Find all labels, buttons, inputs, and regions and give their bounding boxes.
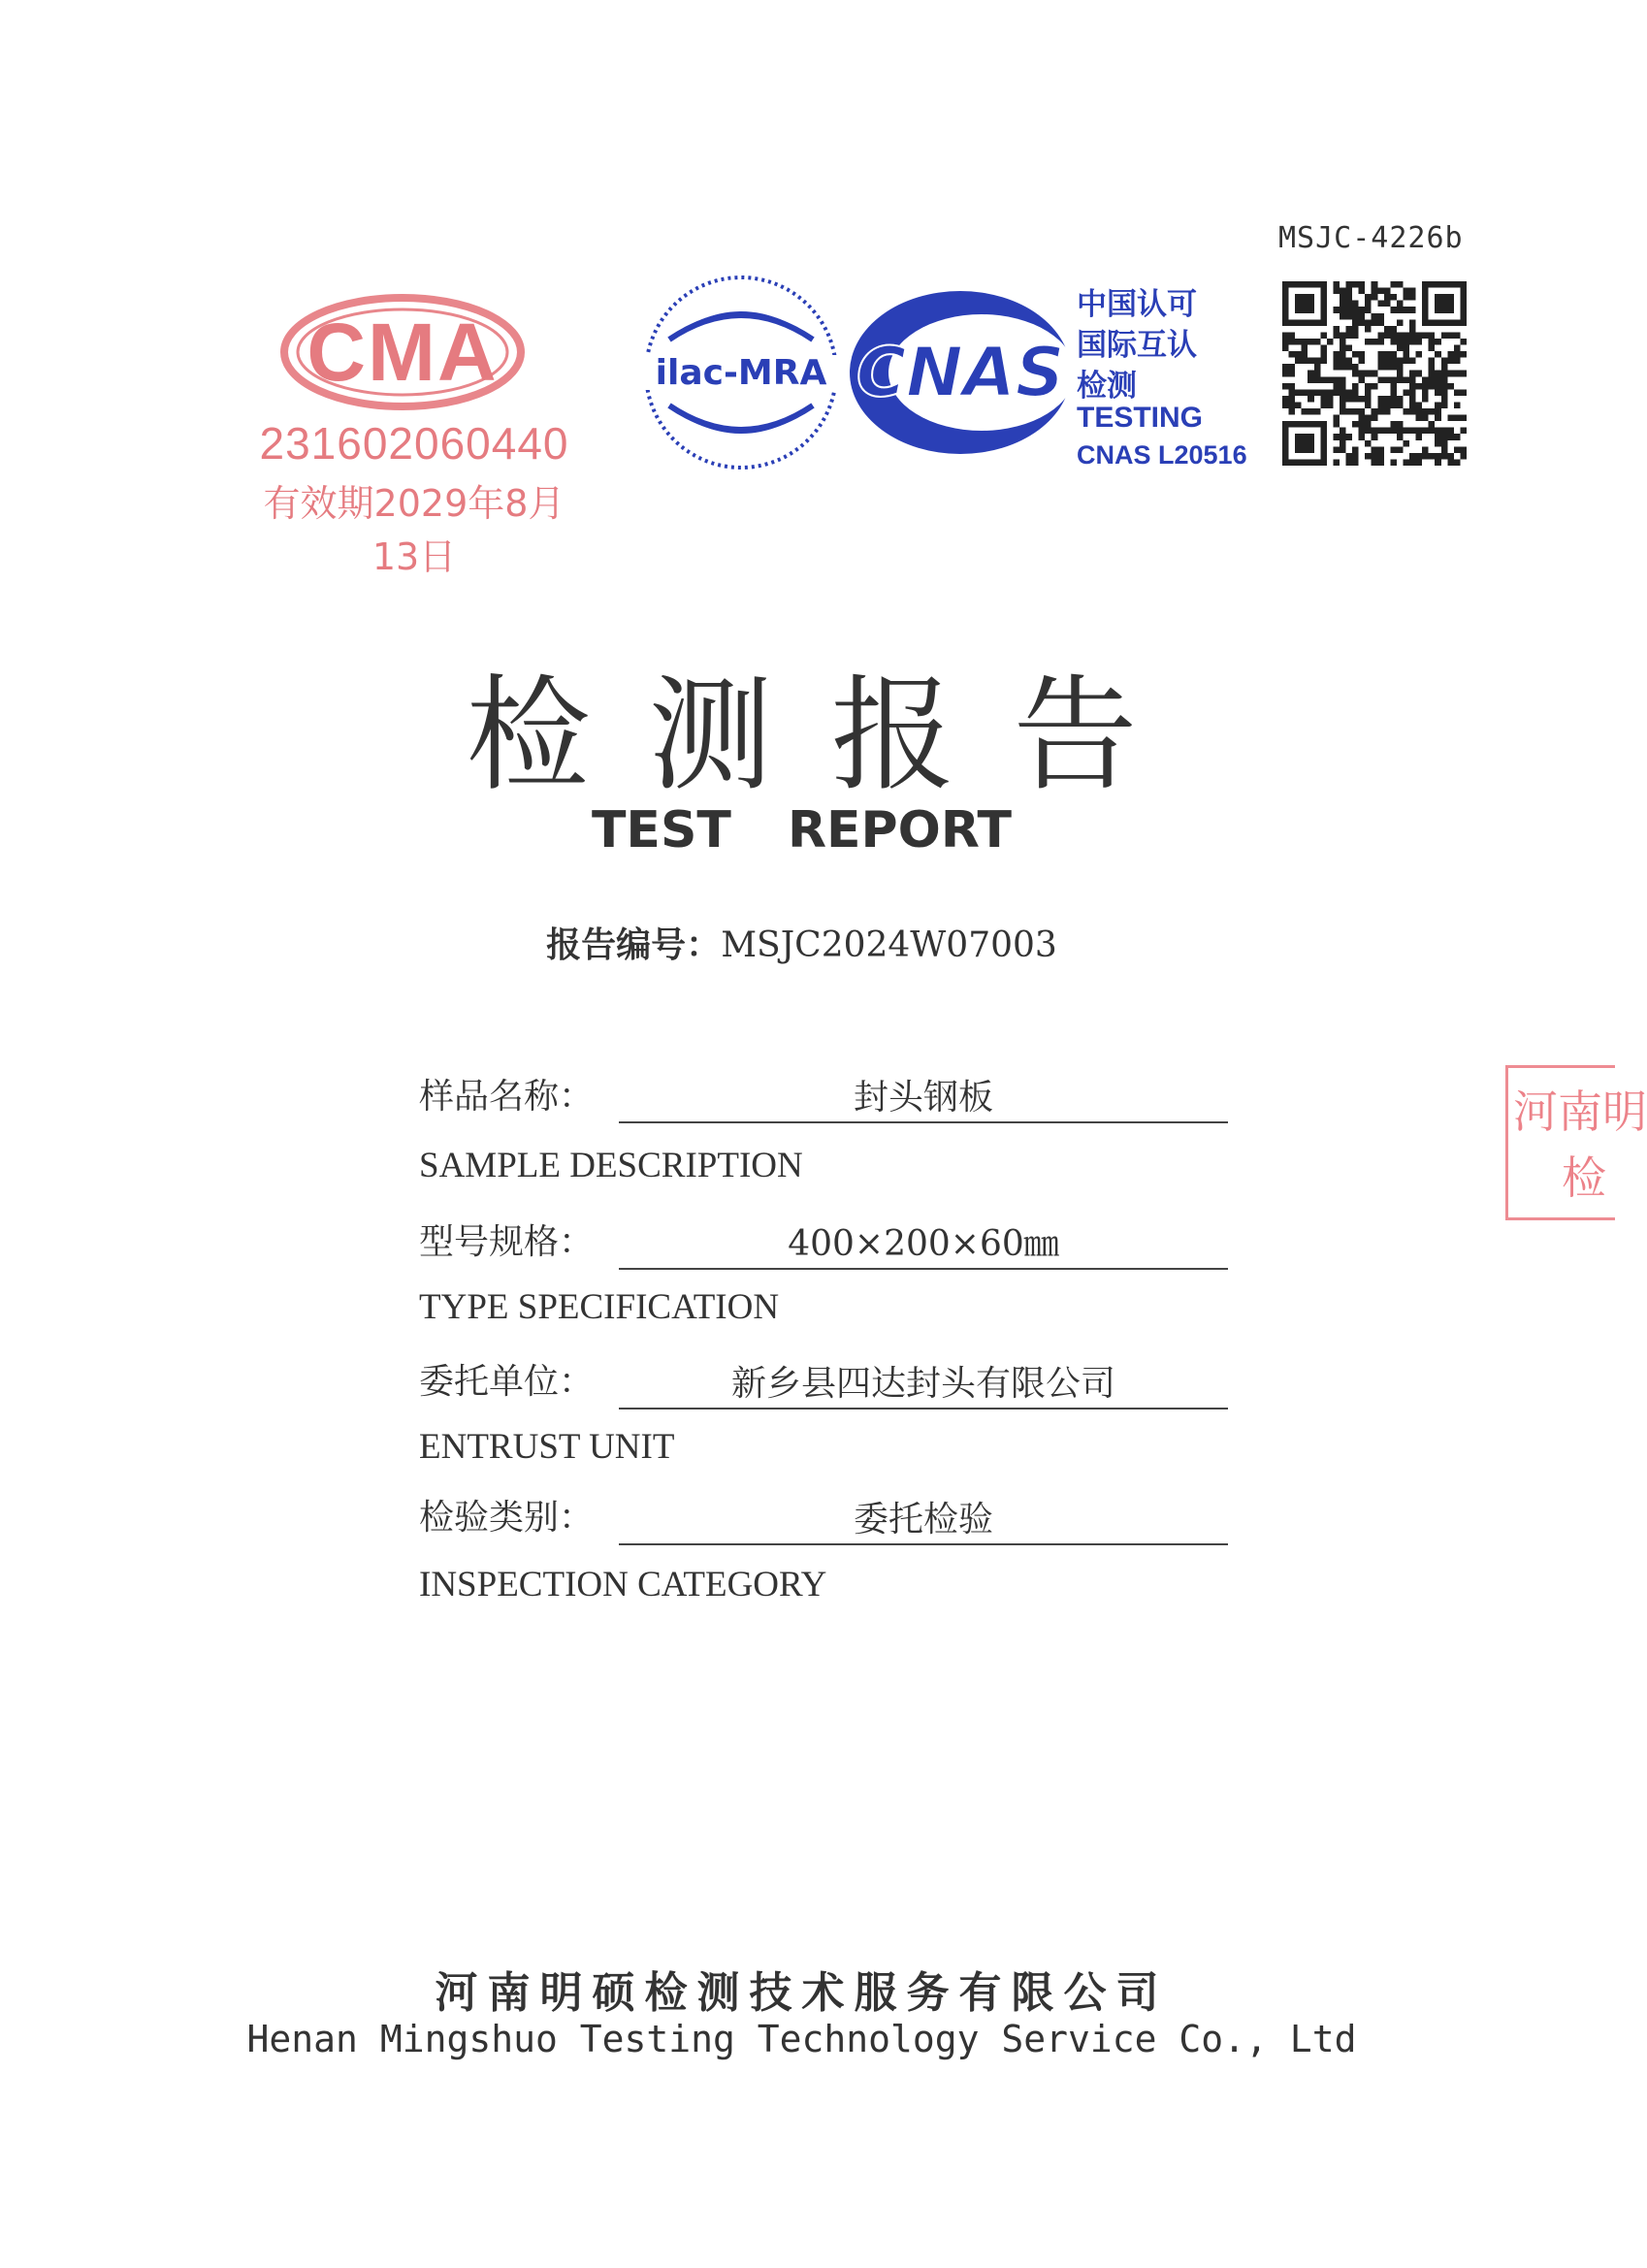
- report-title-en: TEST REPORT: [591, 801, 1013, 859]
- cma-stamp-logo: [279, 293, 526, 411]
- inspection-category-label-cn: 检验类别：: [419, 1498, 595, 1538]
- ilac-mra-logo: [640, 272, 842, 473]
- type-specification-label: TYPE SPECIFICATION: [419, 1287, 780, 1327]
- entrust-unit-label-cn: 委托单位：: [419, 1362, 595, 1402]
- type-spec-label: 型号规格：: [419, 1222, 595, 1262]
- edge-seal-text-1: 河南明: [1513, 1085, 1647, 1138]
- entrust-unit-label: ENTRUST UNIT: [419, 1427, 675, 1467]
- type-spec-value: 400×200×60㎜: [619, 1216, 1228, 1270]
- svg-text:CMA: CMA: [307, 307, 499, 398]
- cma-number: 231602060440: [259, 418, 569, 469]
- cnas-line-3: 检测: [1077, 369, 1137, 404]
- cnas-logo: [846, 287, 1075, 458]
- report-number-value: MSJC2024W07003: [721, 925, 1057, 965]
- cnas-line-2: 国际互认: [1077, 328, 1197, 363]
- cma-validity: 有效期2029年8月13日: [263, 482, 565, 578]
- cnas-line-5: CNAS L20516: [1077, 440, 1247, 470]
- sample-name-value: 封头钢板: [619, 1070, 1228, 1123]
- company-name-cn: 河南明硕检测技术服务有限公司: [435, 1968, 1169, 2018]
- sample-name-label: 样品名称：: [419, 1077, 595, 1117]
- form-code: MSJC-4226b: [1278, 221, 1464, 255]
- edge-seal-text-2: 检: [1562, 1151, 1606, 1204]
- inspection-category-label: INSPECTION CATEGORY: [419, 1565, 827, 1604]
- report-number: [0, 918, 1603, 967]
- company-name-en: Henan Mingshuo Testing Technology Service Co., Ltd: [246, 2018, 1357, 2060]
- cnas-line-1: 中国认可: [1077, 287, 1197, 322]
- ilac-text: ilac-MRA: [655, 353, 827, 393]
- cnas-logo-text: CNAS: [856, 333, 1065, 412]
- entrust-unit-value: 新乡县四达封头有限公司: [619, 1356, 1228, 1409]
- inspection-category-value: 委托检验: [619, 1492, 1228, 1545]
- sample-description-label: SAMPLE DESCRIPTION: [419, 1146, 803, 1185]
- cnas-line-4: TESTING: [1077, 402, 1204, 434]
- report-number-label: 报告编号：: [546, 925, 722, 965]
- report-title-cn: 检测报告: [466, 664, 1196, 808]
- qr-code-icon[interactable]: [1282, 281, 1467, 466]
